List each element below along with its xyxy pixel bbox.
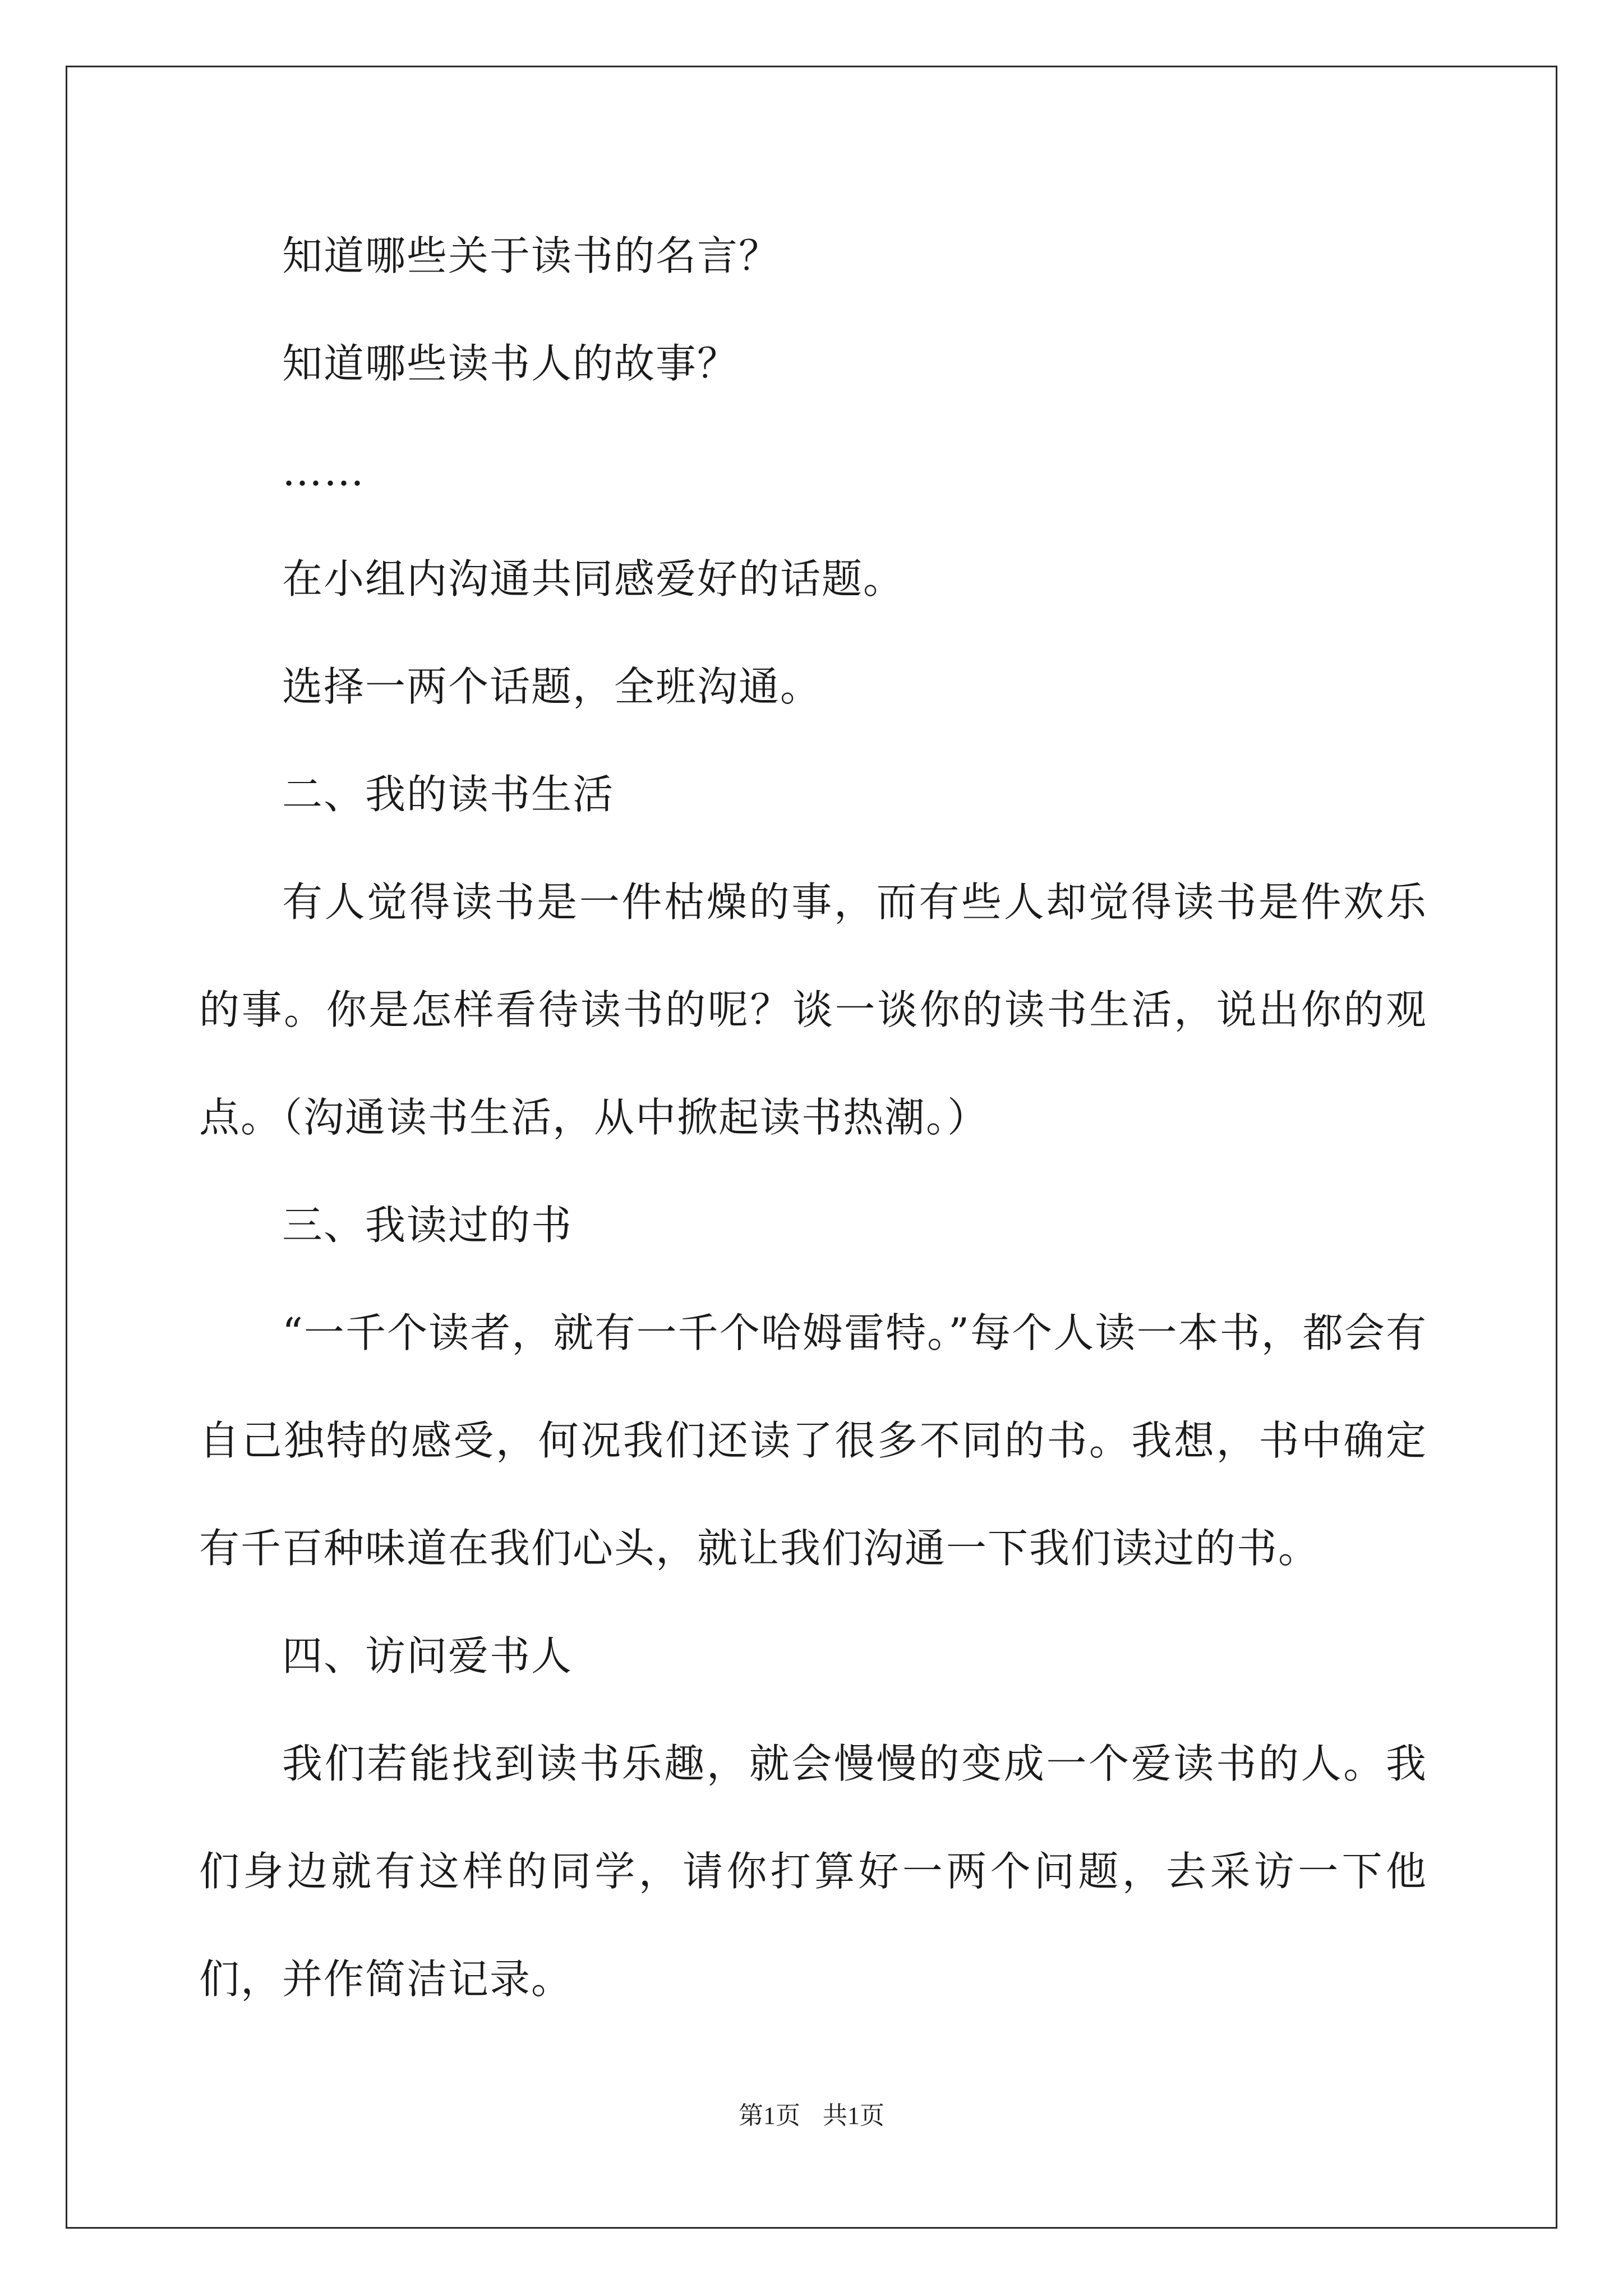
paragraph: 知道哪些读书人的故事？ xyxy=(282,340,739,387)
document-body xyxy=(199,202,1427,2033)
section-heading: 二、我的读书生活 xyxy=(282,771,615,818)
section-heading: 四、访问爱书人 xyxy=(282,1632,573,1680)
page-total: 共1页 xyxy=(823,2102,884,2129)
paragraph: 选择一两个话题，全班沟通。 xyxy=(282,663,822,710)
section-heading: 三、我读过的书 xyxy=(282,1202,573,1249)
paragraph: 有人觉得读书是一件枯燥的事，而有些人却觉得读书是件欢乐的事。你是怎样看待读书的呢？谈一谈你的读书生活，说出你的观点。（沟通读书生活，从中掀起读书热潮。） xyxy=(199,878,1427,1141)
page-number: 第1页 xyxy=(739,2102,800,2129)
paragraph: “一千个读者，就有一千个哈姆雷特。”每个人读一本书，都会有自己独特的感受，何况我们还读了很多不同的书。我想，书中确定有千百种味道在我们心头，就让我们沟通一下我们读过的书。 xyxy=(199,1309,1427,1572)
page-footer xyxy=(0,2099,1623,2133)
paragraph: 知道哪些关于读书的名言？ xyxy=(282,232,781,279)
paragraph: 在小组内沟通共同感爱好的话题。 xyxy=(282,555,905,602)
paragraph: …… xyxy=(282,448,365,495)
paragraph: 我们若能找到读书乐趣，就会慢慢的变成一个爱读书的人。我们身边就有这样的同学，请你打算好一两个问题，去采访一下他们，并作简洁记录。 xyxy=(199,1740,1427,2003)
